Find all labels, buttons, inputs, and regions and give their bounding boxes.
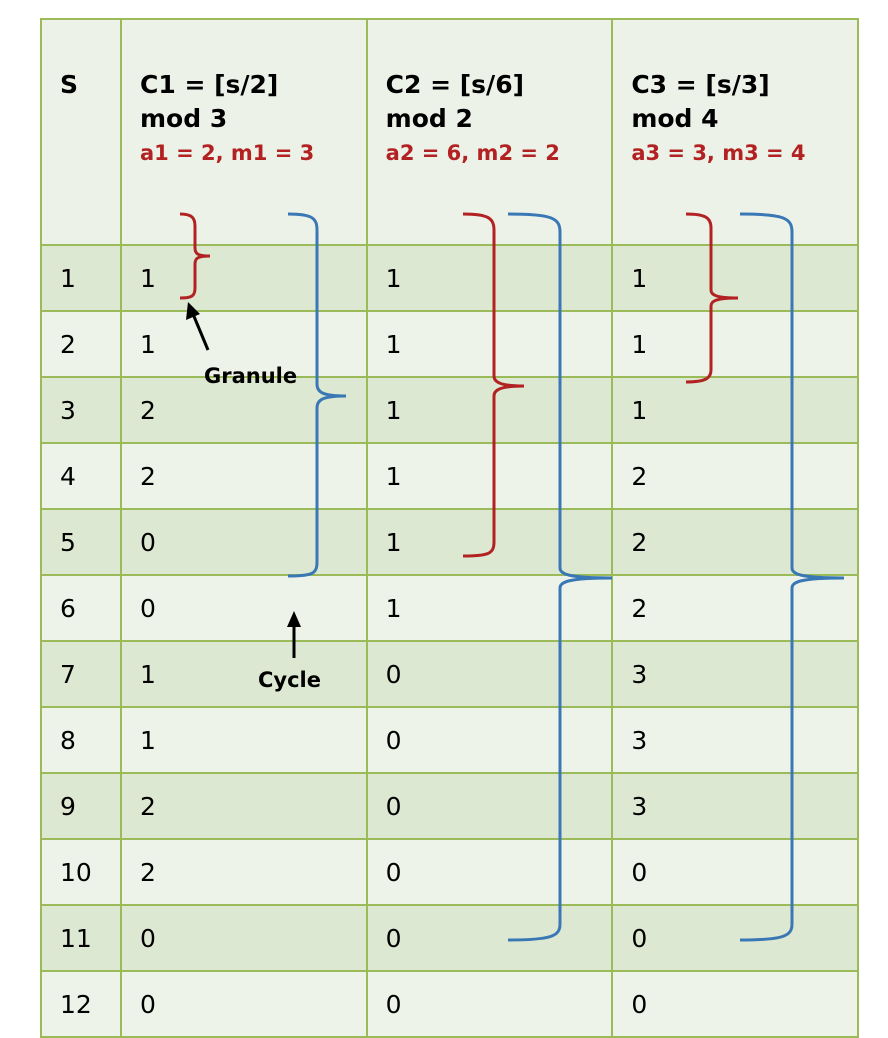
- cell-c1: 2: [121, 839, 367, 905]
- cell-c3: 3: [612, 641, 858, 707]
- table-row: [41, 707, 858, 773]
- cell-c1: 0: [121, 905, 367, 971]
- cell-s: 5: [41, 509, 121, 575]
- cell-c2: 1: [367, 311, 613, 377]
- cell-s: 2: [41, 311, 121, 377]
- cycle-label: Cycle: [258, 668, 321, 692]
- cell-c2: 0: [367, 971, 613, 1037]
- cell-c1: 1: [121, 245, 367, 311]
- header-c2: [367, 19, 613, 245]
- cell-c1: 0: [121, 509, 367, 575]
- cell-c3: 2: [612, 575, 858, 641]
- table-row: [41, 575, 858, 641]
- table-row: [41, 311, 858, 377]
- cell-c2: 0: [367, 839, 613, 905]
- header-s: [41, 19, 121, 245]
- header-c2-title: C2 = [s/6] mod 2: [385, 70, 525, 133]
- cell-c1: 1: [121, 641, 367, 707]
- header-c1-title: C1 = [s/2] mod 3: [140, 70, 279, 133]
- cell-c1: 1: [121, 707, 367, 773]
- calendar-table: [40, 18, 859, 1038]
- cell-c3: 1: [612, 311, 858, 377]
- header-c3-title: C3 = [s/3] mod 4: [631, 70, 770, 133]
- cell-c2: 0: [367, 641, 613, 707]
- cell-c3: 3: [612, 773, 858, 839]
- table-row: [41, 509, 858, 575]
- cell-s: 1: [41, 245, 121, 311]
- cell-c3: 3: [612, 707, 858, 773]
- table-row: [41, 905, 858, 971]
- granule-label: Granule: [204, 364, 298, 388]
- cell-c3: 0: [612, 971, 858, 1037]
- cell-c3: 0: [612, 839, 858, 905]
- cell-c3: 2: [612, 443, 858, 509]
- table-row: [41, 245, 858, 311]
- cell-c3: 1: [612, 245, 858, 311]
- cell-s: 9: [41, 773, 121, 839]
- table-row: [41, 443, 858, 509]
- cell-s: 3: [41, 377, 121, 443]
- cell-c1: 2: [121, 443, 367, 509]
- cell-c1: 0: [121, 575, 367, 641]
- cell-c2: 1: [367, 575, 613, 641]
- header-c3-params: a3 = 3, m3 = 4: [631, 141, 806, 165]
- cell-c3: 1: [612, 377, 858, 443]
- table-body: [41, 245, 858, 1037]
- cell-c1: 2: [121, 377, 367, 443]
- header-c3: [612, 19, 858, 245]
- cell-c1: 0: [121, 971, 367, 1037]
- cell-c2: 1: [367, 509, 613, 575]
- cell-c3: 2: [612, 509, 858, 575]
- header-row: [41, 19, 858, 245]
- cell-c2: 0: [367, 905, 613, 971]
- header-s-title: S: [60, 70, 79, 99]
- cell-c2: 0: [367, 707, 613, 773]
- cell-c2: 1: [367, 377, 613, 443]
- table-row: [41, 971, 858, 1037]
- cell-s: 10: [41, 839, 121, 905]
- header-c1-params: a1 = 2, m1 = 3: [140, 141, 315, 165]
- cell-c2: 1: [367, 443, 613, 509]
- cell-c1: 1: [121, 311, 367, 377]
- cell-c2: 1: [367, 245, 613, 311]
- table-row: [41, 377, 858, 443]
- cell-s: 7: [41, 641, 121, 707]
- cell-c2: 0: [367, 773, 613, 839]
- cell-s: 11: [41, 905, 121, 971]
- cell-s: 6: [41, 575, 121, 641]
- header-c2-params: a2 = 6, m2 = 2: [385, 141, 560, 165]
- cell-s: 12: [41, 971, 121, 1037]
- header-c1: [121, 19, 367, 245]
- cell-c3: 0: [612, 905, 858, 971]
- table-row: [41, 641, 858, 707]
- cell-c1: 2: [121, 773, 367, 839]
- cell-s: 8: [41, 707, 121, 773]
- cell-s: 4: [41, 443, 121, 509]
- table-row: [41, 773, 858, 839]
- table-row: [41, 839, 858, 905]
